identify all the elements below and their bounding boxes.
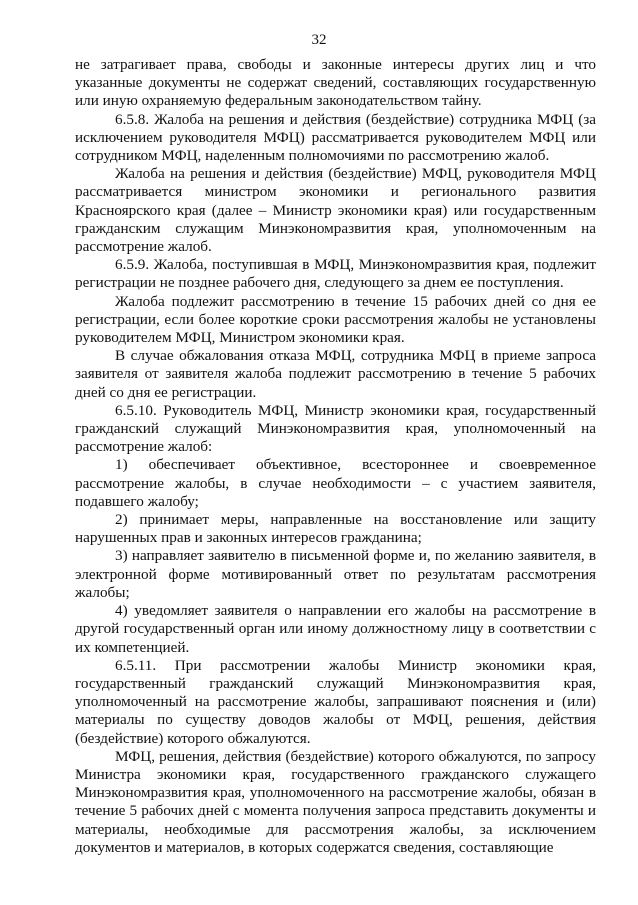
paragraph-refusal-case: В случае обжалования отказа МФЦ, сотрудника МФЦ в приеме запроса заявителя от заявителя жалоба подлежит рассмотрению в течение 5 рабочих дней со дня ее регистрации.	[75, 347, 596, 401]
list-item-2: 2) принимает меры, направленные на восстановление или защиту нарушенных прав и законных интересов гражданина;	[75, 511, 596, 547]
list-item-1: 1) обеспечивает объективное, всестороннее и своевременное рассмотрение жалобы, в случае необходимости – с участием заявителя, подавшего жалобу;	[75, 456, 596, 510]
page-number: 32	[311, 32, 327, 48]
paragraph-6-5-9: 6.5.9. Жалоба, поступившая в МФЦ, Минэкономразвития края, подлежит регистрации не позднее рабочего дня, следующего за днем ее поступления.	[75, 256, 596, 292]
paragraph-6-5-11: 6.5.11. При рассмотрении жалобы Министр экономики края, государственный гражданский служащий Минэкономразвития края, уполномоченный на рассмотрение жалобы, запрашивают пояснения и (или) материалы по существу доводов жалобы от МФЦ, решения, действия (бездействие) которого обжалуются.	[75, 656, 596, 747]
list-item-4: 4) уведомляет заявителя о направлении его жалобы на рассмотрение в другой государственный орган или иному должностному лицу в соответствии с их компетенцией.	[75, 602, 596, 656]
paragraph-6-5-8: 6.5.8. Жалоба на решения и действия (бездействие) сотрудника МФЦ (за исключением руководителя МФЦ) рассматривается руководителем МФЦ или сотрудником МФЦ, наделенным полномочиями по рассмотрению жалоб.	[75, 110, 596, 165]
paragraph-review-term: Жалоба подлежит рассмотрению в течение 15 рабочих дней со дня ее регистрации, если более короткие сроки рассмотрения жалобы не установлены руководителем МФЦ, Министром экономики края.	[75, 292, 596, 347]
document-body	[75, 56, 596, 857]
paragraph-complaint-mfc-head: Жалоба на решения и действия (бездействие) МФЦ, руководителя МФЦ рассматривается министром экономики и регионального развития Красноярского края (далее – Министр экономики края) или государственным гражданским служащим Минэкономразвития края, уполномоченным на рассмотрение жалоб.	[75, 165, 596, 256]
list-item-3: 3) направляет заявителю в письменной форме и, по желанию заявителя, в электронной форме мотивированный ответ по результатам рассмотрения жалобы;	[75, 547, 596, 601]
paragraph-mfc-obligation: МФЦ, решения, действия (бездействие) которого обжалуются, по запросу Министра экономики края, государственного гражданского служащего Минэкономразвития края, уполномоченного на рассмотрение жалобы, обязан в течение 5 рабочих дней с момента получения запроса представить документы и материалы, необходимые для рассмотрения жалобы, за исключением документов и материалов, в которых содержатся сведения, составляющие	[75, 747, 596, 856]
paragraph-6-5-10: 6.5.10. Руководитель МФЦ, Министр экономики края, государственный гражданский служащий Минэкономразвития края, уполномоченный на рассмотрение жалоб:	[75, 401, 596, 456]
paragraph-continuation: не затрагивает права, свободы и законные интересы других лиц и что указанные документы не содержат сведений, составляющих государственную или иную охраняемую федеральным законодательством тайну.	[75, 56, 596, 110]
